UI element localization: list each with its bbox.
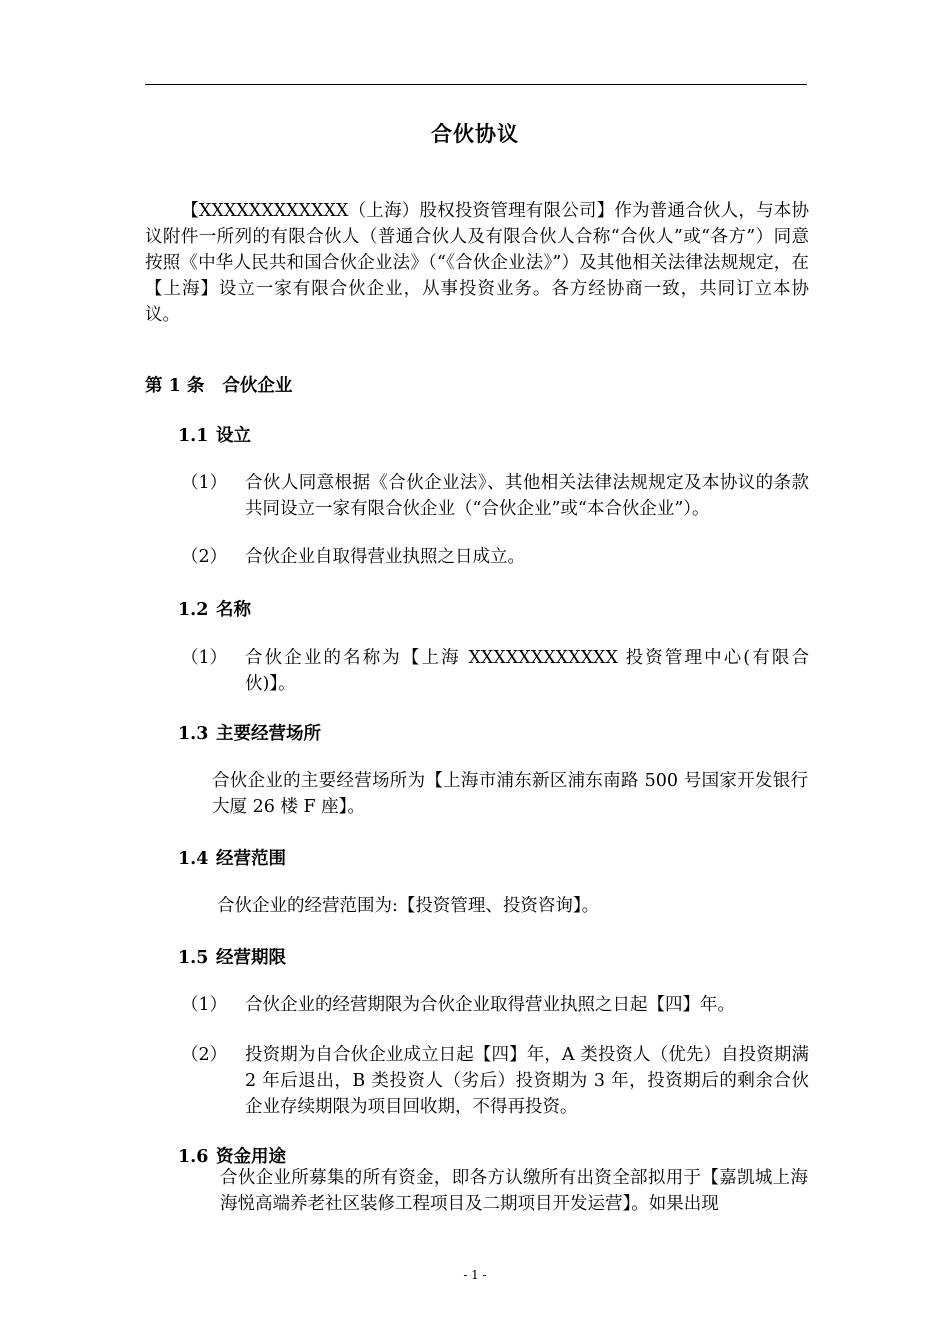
item-text: 合伙企业自取得营业执照之日成立。	[245, 547, 525, 567]
section-1-1-item-1	[181, 470, 809, 522]
section-1-4-heading	[178, 845, 286, 870]
section-number: 1.6	[178, 1147, 209, 1167]
header-rule	[145, 84, 807, 85]
section-1-1-heading	[178, 422, 251, 447]
item-text: 合伙人同意根据《合伙企业法》、其他相关法律法规规定及本协议的条款共同设立一家有限合伙企业（“合伙企业”或“本合伙企业”）。	[245, 473, 809, 519]
section-number: 1.5	[178, 948, 209, 968]
article-title: 合伙企业	[222, 376, 293, 396]
item-label: （1）	[181, 995, 228, 1015]
document-title: 合伙协议	[431, 121, 519, 146]
section-1-5-item-2	[181, 1042, 809, 1120]
page-number: - 1 -	[463, 1268, 487, 1282]
item-text: 投资期为自合伙企业成立日起【四】年，A 类投资人（优先）自投资期满 2 年后退出，B 类投资人（劣后）投资期为 3 年，投资期后的剩余合伙企业存续期限为项目回收期，不得再投资。	[245, 1045, 809, 1117]
intro-text: 【XXXXXXXXXXXX（上海）股权投资管理有限公司】作为普通合伙人，与本协议附件一所列的有限合伙人（普通合伙人及有限合伙人合称“合伙人”或“各方”）同意按照《中华人民共和国合伙企业法》（“《合伙企业法》”）及其他相关法律法规规定，在【上海】设立一家有限合伙企业，从事投资业务。各方经协商一致，共同订立本协议。	[145, 201, 809, 325]
item-text: 合伙企业的经营期限为合伙企业取得营业执照之日起【四】年。	[245, 995, 735, 1015]
item-label: （2）	[181, 1045, 228, 1065]
section-1-3-heading	[178, 720, 321, 745]
section-1-2-item-1	[181, 645, 809, 697]
section-number: 1.4	[178, 849, 209, 869]
section-number: 1.3	[178, 724, 209, 744]
section-title: 经营范围	[216, 849, 286, 869]
section-1-2-heading	[178, 596, 251, 621]
article-number: 第 1 条	[145, 376, 205, 396]
section-title: 资金用途	[216, 1147, 286, 1167]
section-1-5-heading	[178, 944, 286, 969]
item-text: 合伙企业的名称为【上海 XXXXXXXXXXXX 投资管理中心(有限合伙)】。	[245, 648, 809, 694]
section-number: 1.1	[178, 426, 209, 446]
item-label: （1）	[181, 648, 228, 668]
section-number: 1.2	[178, 600, 209, 620]
section-title: 名称	[216, 600, 251, 620]
article-1-heading	[145, 372, 292, 397]
section-title: 设立	[216, 426, 251, 446]
section-1-4-text: 合伙企业的经营范围为:【投资管理、投资咨询】。	[217, 896, 600, 916]
section-1-3-text: 合伙企业的主要经营场所为【上海市浦东新区浦东南路 500 号国家开发银行大厦 26 楼 F 座】。	[212, 771, 808, 817]
section-title: 主要经营场所	[216, 724, 321, 744]
item-label: （2）	[181, 547, 228, 567]
section-1-1-item-2	[181, 544, 809, 570]
section-title: 经营期限	[216, 948, 286, 968]
section-1-6-text: 合伙企业所募集的所有资金，即各方认缴所有出资全部拟用于【嘉凯城上海海悦高端养老社区装修工程项目及二期项目开发运营】。如果出现	[220, 1168, 808, 1214]
section-1-5-item-1	[181, 992, 809, 1018]
intro-paragraph	[145, 198, 809, 328]
item-label: （1）	[181, 473, 228, 493]
